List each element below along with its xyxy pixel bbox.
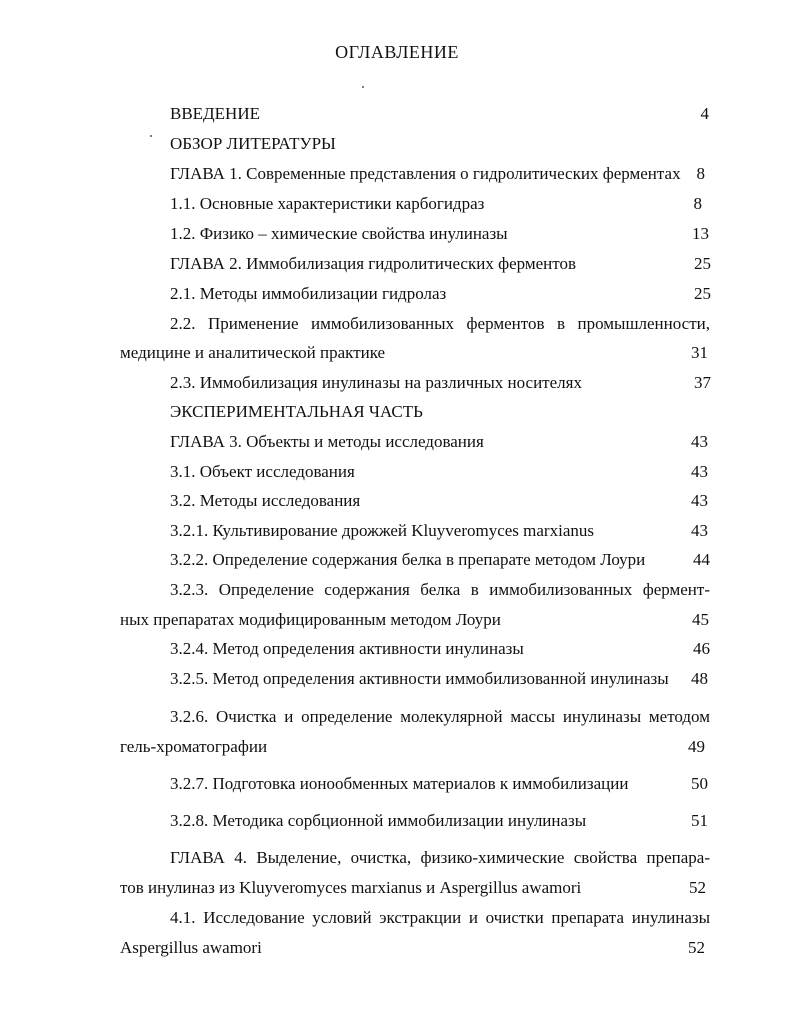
toc-entry-text: 1.1. Основные характеристики карбогидраз [170, 194, 485, 213]
toc-entry-text: 3.2.8. Методика сорбционной иммобилизации инулиназы [170, 811, 587, 830]
toc-page-number: 48 [691, 669, 708, 688]
toc-entry-text: 2.1. Методы иммобилизации гидролаз [170, 284, 447, 303]
toc-page-number: 43 [691, 491, 708, 510]
toc-page-number: 8 [693, 194, 702, 213]
toc-page-number: 51 [691, 811, 708, 830]
toc-page-number: 50 [691, 774, 708, 793]
toc-page-number: 43 [691, 462, 708, 481]
toc-entry-text-line1: 3.2.6. Очистка и определение молекулярной массы инулиназы методом [170, 707, 710, 726]
toc-page-number: 52 [689, 878, 706, 897]
toc-entry-text: 3.2.4. Метод определения активности инулиназы [170, 639, 524, 658]
scan-speck [150, 135, 152, 137]
toc-entry-text: ГЛАВА 3. Объекты и методы исследования [170, 432, 484, 451]
toc-page-number: 44 [693, 550, 710, 569]
toc-entry-text-line1: 4.1. Исследование условий экстракции и очистки препарата инулиназы [170, 908, 710, 927]
toc-entry-text-line2: Aspergillus awamori [120, 938, 262, 957]
toc-entry-text: 3.2.7. Подготовка ионообменных материалов к иммобилизации [170, 774, 629, 793]
toc-page-number: 46 [693, 639, 710, 658]
toc-entry-text: 3.2.5. Метод определения активности иммобилизованной инулиназы [170, 669, 669, 688]
toc-entry-text-line2: гель-хроматографии [120, 737, 268, 756]
toc-page-number: 52 [688, 938, 705, 957]
toc-page-number: 43 [691, 521, 708, 540]
toc-entry-text: 3.2. Методы исследования [170, 491, 361, 510]
toc-page-number: 43 [691, 432, 708, 451]
toc-entry-text: 3.2.2. Определение содержания белка в препарате методом Лоури [170, 550, 646, 569]
toc-page-number: 13 [692, 224, 709, 243]
toc-entry-text: 1.2. Физико – химические свойства инулиназы [170, 224, 508, 243]
toc-page-number: 25 [694, 254, 711, 273]
toc-entry-text: 3.1. Объект исследования [170, 462, 355, 481]
toc-entry-text: 3.2.1. Культивирование дрожжей Kluyveromyces marxianus [170, 521, 594, 540]
toc-entry-text: 2.3. Иммобилизация инулиназы на различных носителях [170, 373, 582, 392]
toc-page-number: 49 [688, 737, 705, 756]
toc-entry-text: ОБЗОР ЛИТЕРАТУРЫ [170, 134, 336, 153]
toc-entry-text: ГЛАВА 2. Иммобилизация гидролитических ферментов [170, 254, 577, 273]
toc-entry-text-line2: ных препаратах модифицированным методом Лоури [120, 610, 501, 629]
toc-page-number: 4 [700, 104, 709, 123]
toc-entry-text: ЭКСПЕРИМЕНТАЛЬНАЯ ЧАСТЬ [170, 402, 423, 421]
toc-entry-text-line1: ГЛАВА 4. Выделение, очистка, физико-химические свойства препара- [170, 848, 710, 867]
toc-entry-text-line2: тов инулиназ из Kluyveromyces marxianus и Aspergillus awamori [120, 878, 582, 897]
toc-entry-text-line2: медицине и аналитической практике [120, 343, 386, 362]
toc-page-number: 37 [694, 373, 711, 392]
toc-entry-text-line1: 3.2.3. Определение содержания белка в иммобилизованных фермент- [170, 580, 710, 599]
toc-page-number: 8 [696, 164, 705, 183]
toc-page-number: 25 [694, 284, 711, 303]
scan-speck [362, 86, 364, 88]
toc-entry-text: ВВЕДЕНИЕ [170, 104, 260, 123]
toc-entry-text-line1: 2.2. Применение иммобилизованных ферментов в промышленности, [170, 314, 710, 333]
toc-entry-text: ГЛАВА 1. Современные представления о гидролитических ферментах [170, 164, 681, 183]
toc-page-number: 45 [692, 610, 709, 629]
page-title: ОГЛАВЛЕНИЕ [335, 42, 459, 62]
toc-page-number: 31 [691, 343, 708, 362]
